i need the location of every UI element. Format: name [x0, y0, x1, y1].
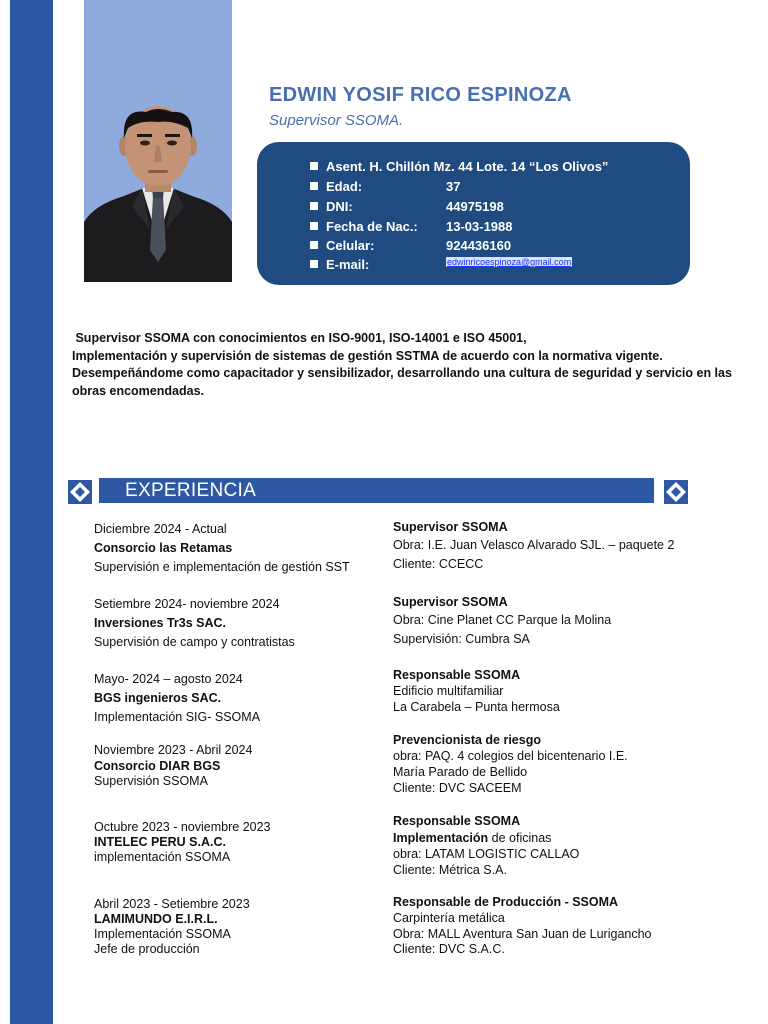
- dni-label: DNI:: [326, 199, 353, 214]
- job-description: Implementación SSOMA: [94, 927, 231, 941]
- address-value: Asent. H. Chillón Mz. 44 Lote. 14 “Los Olivos”: [326, 159, 609, 174]
- job-detail: obra: LATAM LOGISTIC CALLAO: [393, 847, 580, 861]
- job-company: Inversiones Tr3s SAC.: [94, 616, 227, 630]
- candidate-name: EDWIN YOSIF RICO ESPINOZA: [269, 84, 572, 106]
- job-date: Abril 2023 - Setiembre 2023: [94, 897, 250, 911]
- side-accent-bar: [10, 0, 53, 1024]
- bullet-icon: [310, 202, 318, 210]
- job-detail: obra: PAQ. 4 colegios del bicentenario I.E.: [393, 749, 628, 763]
- job-position: Prevencionista de riesgo: [393, 733, 541, 747]
- experience-title: EXPERIENCIA: [125, 480, 257, 501]
- profile-summary: [72, 330, 732, 400]
- job-position: Supervisor SSOMA: [393, 520, 508, 534]
- job-description: Supervisión e implementación de gestión SST: [94, 560, 350, 574]
- job-company: INTELEC PERU S.A.C.: [94, 835, 226, 849]
- job-detail: Edificio multifamiliar: [393, 684, 504, 698]
- age-value: 37: [446, 179, 461, 194]
- job-detail: Cliente: CCECC: [393, 557, 484, 571]
- email-label: E-mail:: [326, 257, 370, 272]
- job-detail: Obra: I.E. Juan Velasco Alvarado SJL. – paquete 2: [393, 538, 675, 552]
- diamond-icon: [68, 480, 92, 504]
- job-description: Implementación SIG- SSOMA: [94, 710, 261, 724]
- phone-value: 924436160: [446, 238, 512, 253]
- job-detail: Cliente: DVC S.A.C.: [393, 942, 505, 956]
- job-description: implementación SSOMA: [94, 850, 231, 864]
- diamond-icon: [664, 480, 688, 504]
- job-detail: Obra: MALL Aventura San Juan de Lurigancho: [393, 927, 652, 941]
- dni-value: 44975198: [446, 199, 504, 214]
- summary-line: Desempeñándome como capacitador y sensibilizador, desarrollando una cultura de seguridad y servicio en las: [72, 366, 732, 380]
- summary-line: Supervisor SSOMA con conocimientos en ISO-9001, ISO-14001 e ISO 45001,: [72, 331, 527, 345]
- job-position: Responsable SSOMA: [393, 668, 521, 682]
- bullet-icon: [310, 241, 318, 249]
- bullet-icon: [310, 162, 318, 170]
- bullet-icon: [310, 222, 318, 230]
- birth-value: 13-03-1988: [446, 219, 513, 234]
- job-detail: Obra: Cine Planet CC Parque la Molina: [393, 613, 612, 627]
- job-description: Supervisión SSOMA: [94, 774, 208, 788]
- job-description: Supervisión de campo y contratistas: [94, 635, 295, 649]
- job-company: LAMIMUNDO E.I.R.L.: [94, 912, 218, 926]
- email-link[interactable]: edwinricoespinoza@gmail.com: [447, 257, 572, 267]
- bullet-icon: [310, 182, 318, 190]
- birth-label: Fecha de Nac.:: [326, 219, 418, 234]
- job-company: BGS ingenieros SAC.: [94, 691, 222, 705]
- candidate-role: Supervisor SSOMA.: [269, 112, 404, 129]
- job-date: Setiembre 2024- noviembre 2024: [94, 597, 280, 611]
- job-description: Jefe de producción: [94, 942, 200, 956]
- job-company: Consorcio las Retamas: [94, 541, 233, 555]
- job-detail: María Parado de Bellido: [393, 765, 528, 779]
- summary-line: Implementación y supervisión de sistemas de gestión SSTMA de acuerdo con la normativa vigente.: [72, 348, 663, 363]
- job-position: Responsable de Producción - SSOMA: [393, 895, 619, 909]
- job-position: Responsable SSOMA: [393, 814, 521, 828]
- job-detail: Carpintería metálica: [393, 911, 505, 925]
- age-label: Edad:: [326, 179, 363, 194]
- job-detail: de oficinas: [488, 831, 552, 845]
- job-date: Octubre 2023 - noviembre 2023: [94, 820, 271, 834]
- job-detail: Cliente: Métrica S.A.: [393, 863, 507, 877]
- job-detail-bold: Implementación: [393, 831, 489, 845]
- bullet-icon: [310, 260, 318, 268]
- profile-photo: [84, 0, 232, 282]
- job-detail-row: [393, 831, 551, 845]
- job-date: Noviembre 2023 - Abril 2024: [94, 743, 253, 757]
- job-date: Diciembre 2024 - Actual: [94, 522, 227, 536]
- job-detail: Cliente: DVC SACEEM: [393, 781, 522, 795]
- job-position: Supervisor SSOMA: [393, 595, 508, 609]
- phone-label: Celular:: [326, 238, 375, 253]
- job-detail: La Carabela – Punta hermosa: [393, 700, 560, 714]
- job-company: Consorcio DIAR BGS: [94, 759, 221, 773]
- job-date: Mayo- 2024 – agosto 2024: [94, 672, 243, 686]
- job-detail: Supervisión: Cumbra SA: [393, 632, 530, 646]
- summary-line: obras encomendadas.: [72, 383, 204, 398]
